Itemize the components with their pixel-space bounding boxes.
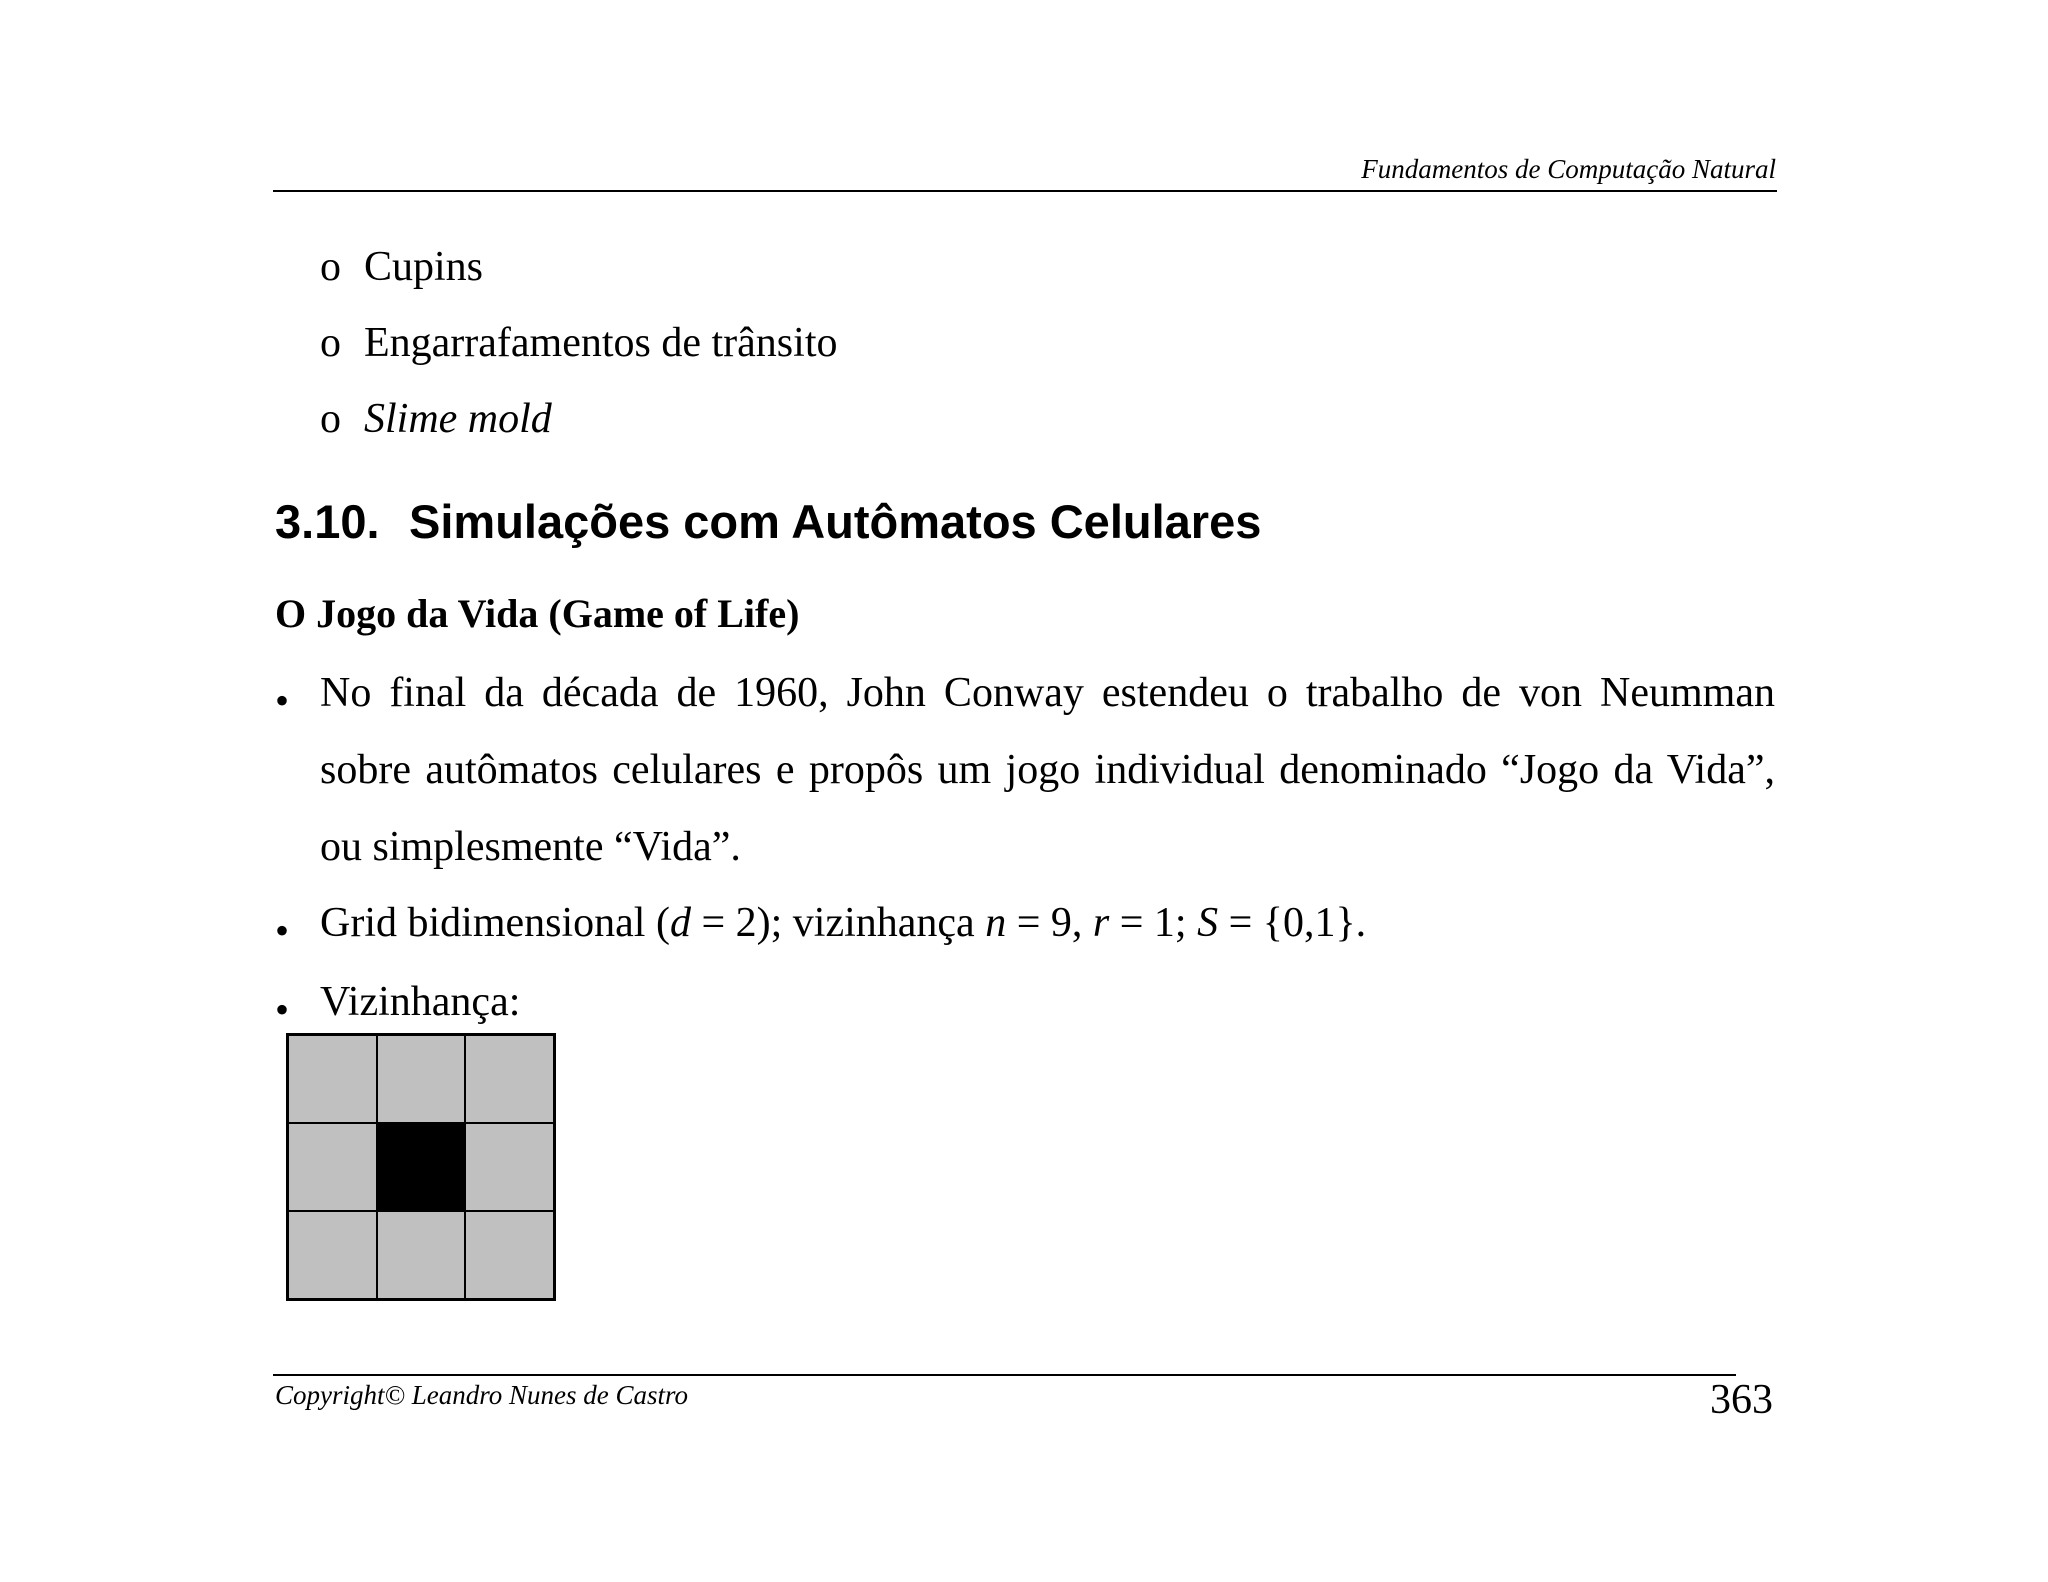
bullet-neighborhood-label: Vizinhança:: [320, 979, 521, 1025]
bullet-marker: •: [275, 678, 290, 723]
var-r: r: [1092, 900, 1110, 946]
bullet-conway-paragraph: No final da década de 1960, John Conway estendeu o trabalho de von Neumman sobre autômatos celulares e propôs um jogo individual denominado “Jogo da Vida”, ou simplesmente “Vida”.: [320, 670, 1775, 870]
section-number: 3.10.: [275, 495, 380, 548]
subsection-title: O Jogo da Vida (Game of Life): [275, 591, 800, 636]
grid-text-part: = 1;: [1109, 900, 1198, 946]
grid-cell-neighbor: [288, 1211, 377, 1299]
grid-cell-neighbor: [288, 1035, 377, 1123]
sub-item-marker: o: [320, 396, 341, 442]
sub-item-marker: o: [320, 320, 341, 366]
grid-text-part: = 2); vizinhança: [690, 900, 986, 946]
neighborhood-grid-figure: [286, 1033, 556, 1301]
header-divider: [273, 190, 1777, 192]
footer-copyright: Copyright© Leandro Nunes de Castro: [275, 1380, 689, 1410]
grid-cell-neighbor: [465, 1123, 554, 1211]
var-s: S: [1197, 900, 1219, 946]
sub-item-text: Slime mold: [364, 396, 552, 442]
grid-cell-neighbor: [377, 1211, 466, 1299]
grid-text-part: Grid bidimensional (: [320, 900, 670, 946]
grid-text-part: = 9,: [1006, 900, 1093, 946]
sub-item-text: Engarrafamentos de trânsito: [364, 320, 838, 366]
grid-cell-neighbor: [377, 1035, 466, 1123]
section-heading: [275, 494, 1261, 549]
section-title: Simulações com Autômatos Celulares: [409, 495, 1262, 548]
sub-item-slime-mold: [320, 395, 552, 443]
bullet-marker: •: [275, 987, 290, 1032]
page-number: 363: [1710, 1377, 1773, 1423]
grid-text-part: = {0,1}.: [1218, 900, 1367, 946]
sub-item-text: Cupins: [364, 244, 484, 290]
footer-divider: [273, 1374, 1736, 1376]
var-n: n: [985, 900, 1007, 946]
bullet-marker: •: [275, 908, 290, 953]
sub-item-engarrafamentos: [320, 319, 837, 367]
grid-cell-neighbor: [465, 1211, 554, 1299]
var-d: d: [669, 900, 691, 946]
grid-cell-center: [377, 1123, 466, 1211]
grid-cell-neighbor: [465, 1035, 554, 1123]
sub-item-cupins: [320, 243, 483, 291]
bullet-grid-definition: [320, 885, 1775, 962]
sub-item-marker: o: [320, 244, 341, 290]
grid-cell-neighbor: [288, 1123, 377, 1211]
running-header-title: Fundamentos de Computação Natural: [1361, 154, 1776, 184]
